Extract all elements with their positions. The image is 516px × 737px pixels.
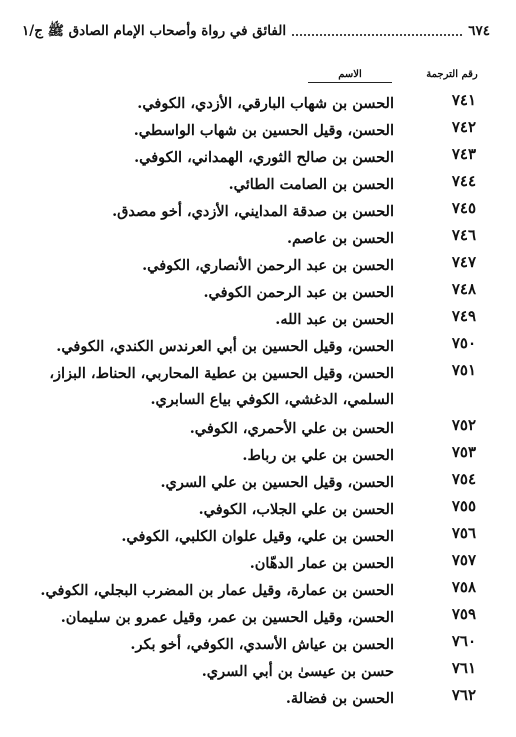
entry-name: الحسن بن عياش الأسدي، الكوفي، أخو بكر. xyxy=(130,636,394,653)
entry-number: ٧٤٥ xyxy=(451,199,476,217)
number-column-header: رقم الترجمة xyxy=(426,69,478,80)
list-item xyxy=(0,115,516,142)
entry-name: الحسن، وقيل الحسين بن علي السري. xyxy=(160,474,394,491)
entry-name: الحسن بن عبد الرحمن الأنصاري، الكوفي. xyxy=(142,257,394,274)
entry-name: الحسن، وقيل الحسين بن شهاب الواسطي. xyxy=(133,122,394,139)
list-item xyxy=(0,88,516,115)
list-item xyxy=(0,169,516,196)
entry-name: الحسن بن عاصم. xyxy=(286,230,394,247)
entry-name: الحسن بن علي الجلاب، الكوفي. xyxy=(198,501,394,518)
column-headers xyxy=(0,69,516,85)
entry-number: ٧٥٧ xyxy=(451,551,476,569)
book-title: الفائق في رواة وأصحاب الإمام الصادق ﷺ ج/١ xyxy=(22,23,287,39)
list-item xyxy=(0,358,516,413)
list-item xyxy=(0,575,516,602)
entry-number: ٧٦١ xyxy=(451,659,476,677)
list-item xyxy=(0,548,516,575)
list-item xyxy=(0,602,516,629)
entry-number: ٧٤٢ xyxy=(451,118,476,136)
entry-name: الحسن بن عبد الله. xyxy=(275,311,394,328)
entry-number: ٧٥٩ xyxy=(451,605,476,623)
header-dot-leader xyxy=(292,34,462,36)
entry-number: ٧٤١ xyxy=(451,91,476,109)
name-column-header: الاسم xyxy=(338,69,362,80)
list-item xyxy=(0,331,516,358)
entry-number: ٧٥٥ xyxy=(451,497,476,515)
list-item xyxy=(0,656,516,683)
entry-number: ٧٤٨ xyxy=(451,280,476,298)
entry-name: حسن بن عيسىٰ بن أبي السري. xyxy=(201,663,394,680)
list-item xyxy=(0,304,516,331)
page-number: ٦٧٤ xyxy=(468,23,490,39)
list-item xyxy=(0,142,516,169)
list-item xyxy=(0,277,516,304)
list-item xyxy=(0,223,516,250)
list-item xyxy=(0,413,516,440)
entry-name: الحسن بن فضالة. xyxy=(285,690,394,707)
entry-number: ٧٤٧ xyxy=(451,253,476,271)
list-item xyxy=(0,440,516,467)
entry-name: الحسن بن الصامت الطائي. xyxy=(228,176,394,193)
list-item xyxy=(0,683,516,710)
list-item xyxy=(0,494,516,521)
running-header xyxy=(22,18,490,42)
entry-name: الحسن، وقيل الحسين بن عمر، وقيل عمرو بن سليمان. xyxy=(60,609,394,626)
entry-number: ٧٤٤ xyxy=(451,172,476,190)
entry-number: ٧٤٩ xyxy=(451,307,476,325)
entry-name: الحسن بن صدقة المدايني، الأزدي، أخو مصدق. xyxy=(112,203,394,220)
list-item xyxy=(0,250,516,277)
entry-name: الحسن بن عمار الدهّان. xyxy=(249,555,394,572)
entry-number: ٧٥٨ xyxy=(451,578,476,596)
entry-number: ٧٤٦ xyxy=(451,226,476,244)
entry-number: ٧٥٣ xyxy=(451,443,476,461)
entry-name: الحسن بن عبد الرحمن الكوفي. xyxy=(203,284,394,301)
list-item xyxy=(0,467,516,494)
entry-number: ٧٥٢ xyxy=(451,416,476,434)
list-item xyxy=(0,629,516,656)
entry-list xyxy=(0,88,516,710)
entry-name: الحسن بن علي الأحمري، الكوفي. xyxy=(189,420,394,437)
entry-number: ٧٥٦ xyxy=(451,524,476,542)
entry-name: الحسن بن عمارة، وقيل عمار بن المضرب البجلي، الكوفي. xyxy=(40,582,394,599)
list-item xyxy=(0,521,516,548)
entry-name: الحسن، وقيل الحسين بن أبي العرندس الكندي، الكوفي. xyxy=(56,338,394,355)
entry-name: الحسن بن علي بن رباط. xyxy=(242,447,394,464)
entry-number: ٧٦٢ xyxy=(451,686,476,704)
entry-number: ٧٤٣ xyxy=(451,145,476,163)
entry-name: الحسن بن صالح الثوري، الهمداني، الكوفي. xyxy=(134,149,394,166)
entry-number: ٧٥١ xyxy=(451,361,476,379)
entry-name: الحسن بن علي، وقيل علوان الكلبي، الكوفي. xyxy=(121,528,394,545)
entry-number: ٧٥٠ xyxy=(451,334,476,352)
list-item xyxy=(0,196,516,223)
entry-name: الحسن بن شهاب البارقي، الأزدي، الكوفي. xyxy=(137,95,394,112)
entry-name: الحسن، وقيل الحسين بن عطية المحاربي، الحناط، البزاز، السلمي، الدغشي، الكوفي بياع السابري. xyxy=(49,365,394,408)
header-underline xyxy=(308,82,392,83)
entry-number: ٧٥٤ xyxy=(451,470,476,488)
entry-number: ٧٦٠ xyxy=(451,632,476,650)
